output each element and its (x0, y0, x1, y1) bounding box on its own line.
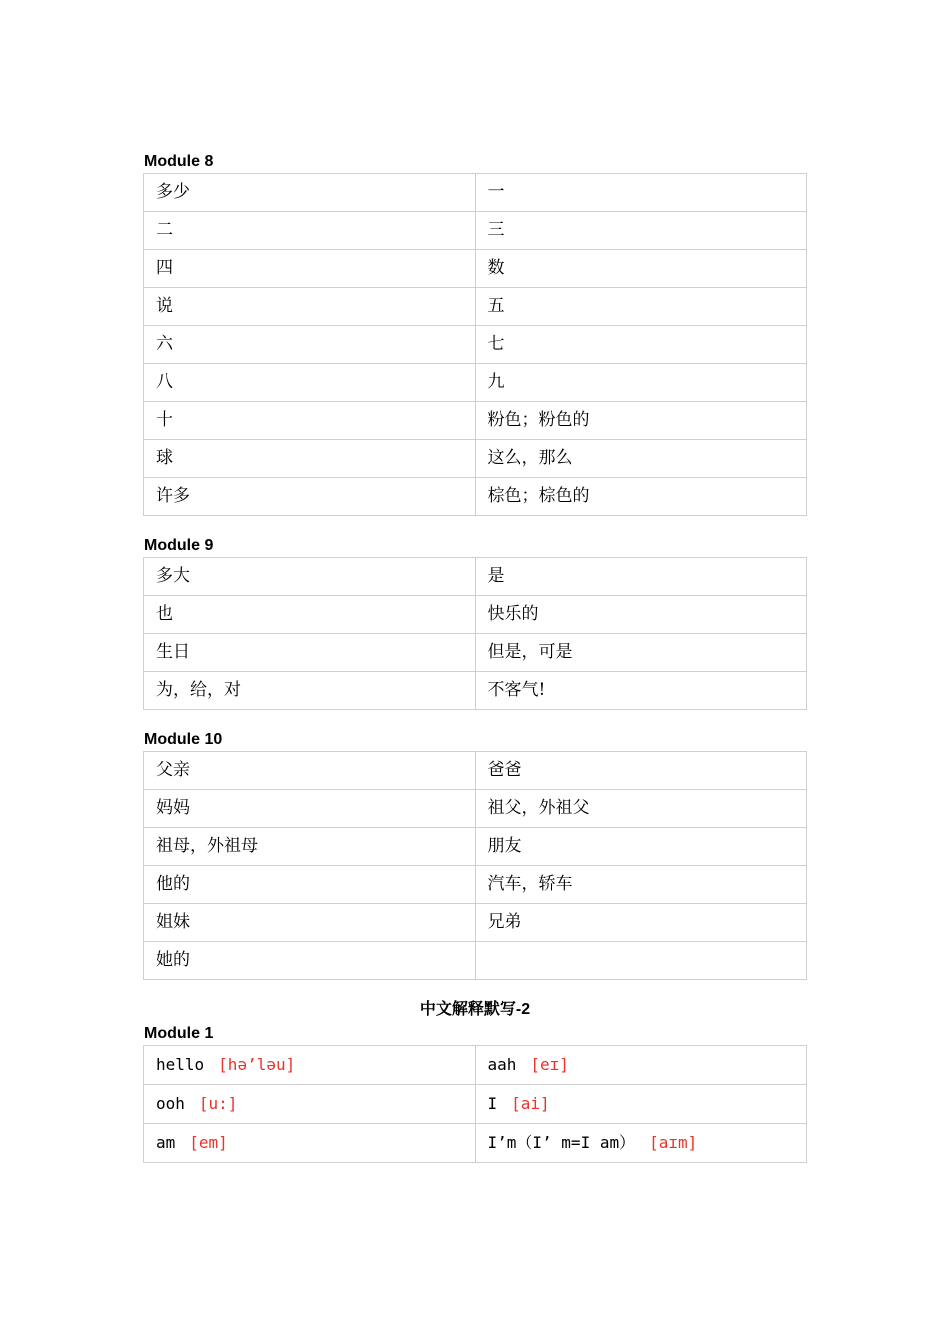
document-page (143, 150, 807, 1181)
table-cell: 六 (144, 326, 476, 364)
table-cell: 四 (144, 250, 476, 288)
table-row (144, 288, 807, 326)
table-row (144, 478, 807, 516)
table-cell: 兄弟 (475, 904, 807, 942)
table-row (144, 866, 807, 904)
table-row (144, 790, 807, 828)
module-10-table (143, 751, 807, 980)
module-9-section (143, 534, 807, 710)
table-cell: 多少 (144, 174, 476, 212)
table-cell: 父亲 (144, 752, 476, 790)
table-row (144, 1124, 807, 1163)
table-row (144, 942, 807, 980)
table-row (144, 250, 807, 288)
vocab-word: aah (487, 1055, 517, 1074)
phonetic-transcription: [hə’ləu] (218, 1055, 296, 1074)
phonetic-transcription: [ai] (511, 1094, 550, 1113)
module-8-table (143, 173, 807, 516)
phonetic-transcription: [em] (189, 1133, 228, 1152)
module-10-title: Module 10 (144, 731, 223, 748)
table-cell (475, 1046, 807, 1085)
table-row (144, 596, 807, 634)
vocab-word: ooh (156, 1094, 185, 1113)
table-cell: 球 (144, 440, 476, 478)
vocab-word: I (487, 1094, 498, 1113)
table-cell: 也 (144, 596, 476, 634)
table-row (144, 634, 807, 672)
table-cell: 妈妈 (144, 790, 476, 828)
table-row (144, 752, 807, 790)
table-cell: 姐妹 (144, 904, 476, 942)
table-cell: 为，给，对 (144, 672, 476, 710)
table-row (144, 212, 807, 250)
table-cell: 说 (144, 288, 476, 326)
table-cell: 一 (475, 174, 807, 212)
table-row (144, 1046, 807, 1085)
table-cell: 十 (144, 402, 476, 440)
module-1-section (143, 998, 807, 1163)
table-cell: 他的 (144, 866, 476, 904)
table-cell: 这么，那么 (475, 440, 807, 478)
table-row (144, 402, 807, 440)
table-cell: 许多 (144, 478, 476, 516)
table-cell: 她的 (144, 942, 476, 980)
table-cell (475, 942, 807, 980)
table-cell (144, 1124, 476, 1163)
table-cell (475, 1085, 807, 1124)
phonetic-transcription: [eɪ] (530, 1055, 569, 1074)
table-cell: 汽车，轿车 (475, 866, 807, 904)
table-row (144, 672, 807, 710)
vocab-word: I’m（I’ m=I am） (487, 1133, 636, 1152)
module-8-title: Module 8 (144, 153, 214, 170)
table-cell (144, 1046, 476, 1085)
table-row (144, 828, 807, 866)
module-8-section (143, 150, 807, 516)
table-cell: 棕色；棕色的 (475, 478, 807, 516)
table-cell: 数 (475, 250, 807, 288)
table-cell: 多大 (144, 558, 476, 596)
table-cell: 粉色；粉色的 (475, 402, 807, 440)
table-cell: 不客气! (475, 672, 807, 710)
table-cell: 三 (475, 212, 807, 250)
table-cell: 祖母，外祖母 (144, 828, 476, 866)
table-cell (144, 1085, 476, 1124)
module-10-section (143, 728, 807, 980)
table-row (144, 174, 807, 212)
section-title: 中文解释默写-2 (419, 1001, 531, 1018)
module-9-table (143, 557, 807, 710)
phonetic-transcription: [aɪm] (649, 1133, 698, 1152)
table-row (144, 364, 807, 402)
module-1-title: Module 1 (144, 1025, 214, 1042)
table-row (144, 326, 807, 364)
table-row (144, 904, 807, 942)
table-cell: 朋友 (475, 828, 807, 866)
table-row (144, 1085, 807, 1124)
table-cell: 生日 (144, 634, 476, 672)
table-cell: 是 (475, 558, 807, 596)
table-cell: 五 (475, 288, 807, 326)
table-cell: 九 (475, 364, 807, 402)
table-cell: 七 (475, 326, 807, 364)
table-cell: 爸爸 (475, 752, 807, 790)
module-1-table (143, 1045, 807, 1163)
module-9-title: Module 9 (144, 537, 214, 554)
table-cell (475, 1124, 807, 1163)
table-row (144, 440, 807, 478)
table-cell: 八 (144, 364, 476, 402)
vocab-word: hello (156, 1055, 205, 1074)
table-cell: 但是，可是 (475, 634, 807, 672)
table-cell: 祖父，外祖父 (475, 790, 807, 828)
table-cell: 快乐的 (475, 596, 807, 634)
table-row (144, 558, 807, 596)
vocab-word: am (156, 1133, 176, 1152)
table-cell: 二 (144, 212, 476, 250)
phonetic-transcription: [u:] (198, 1094, 238, 1113)
